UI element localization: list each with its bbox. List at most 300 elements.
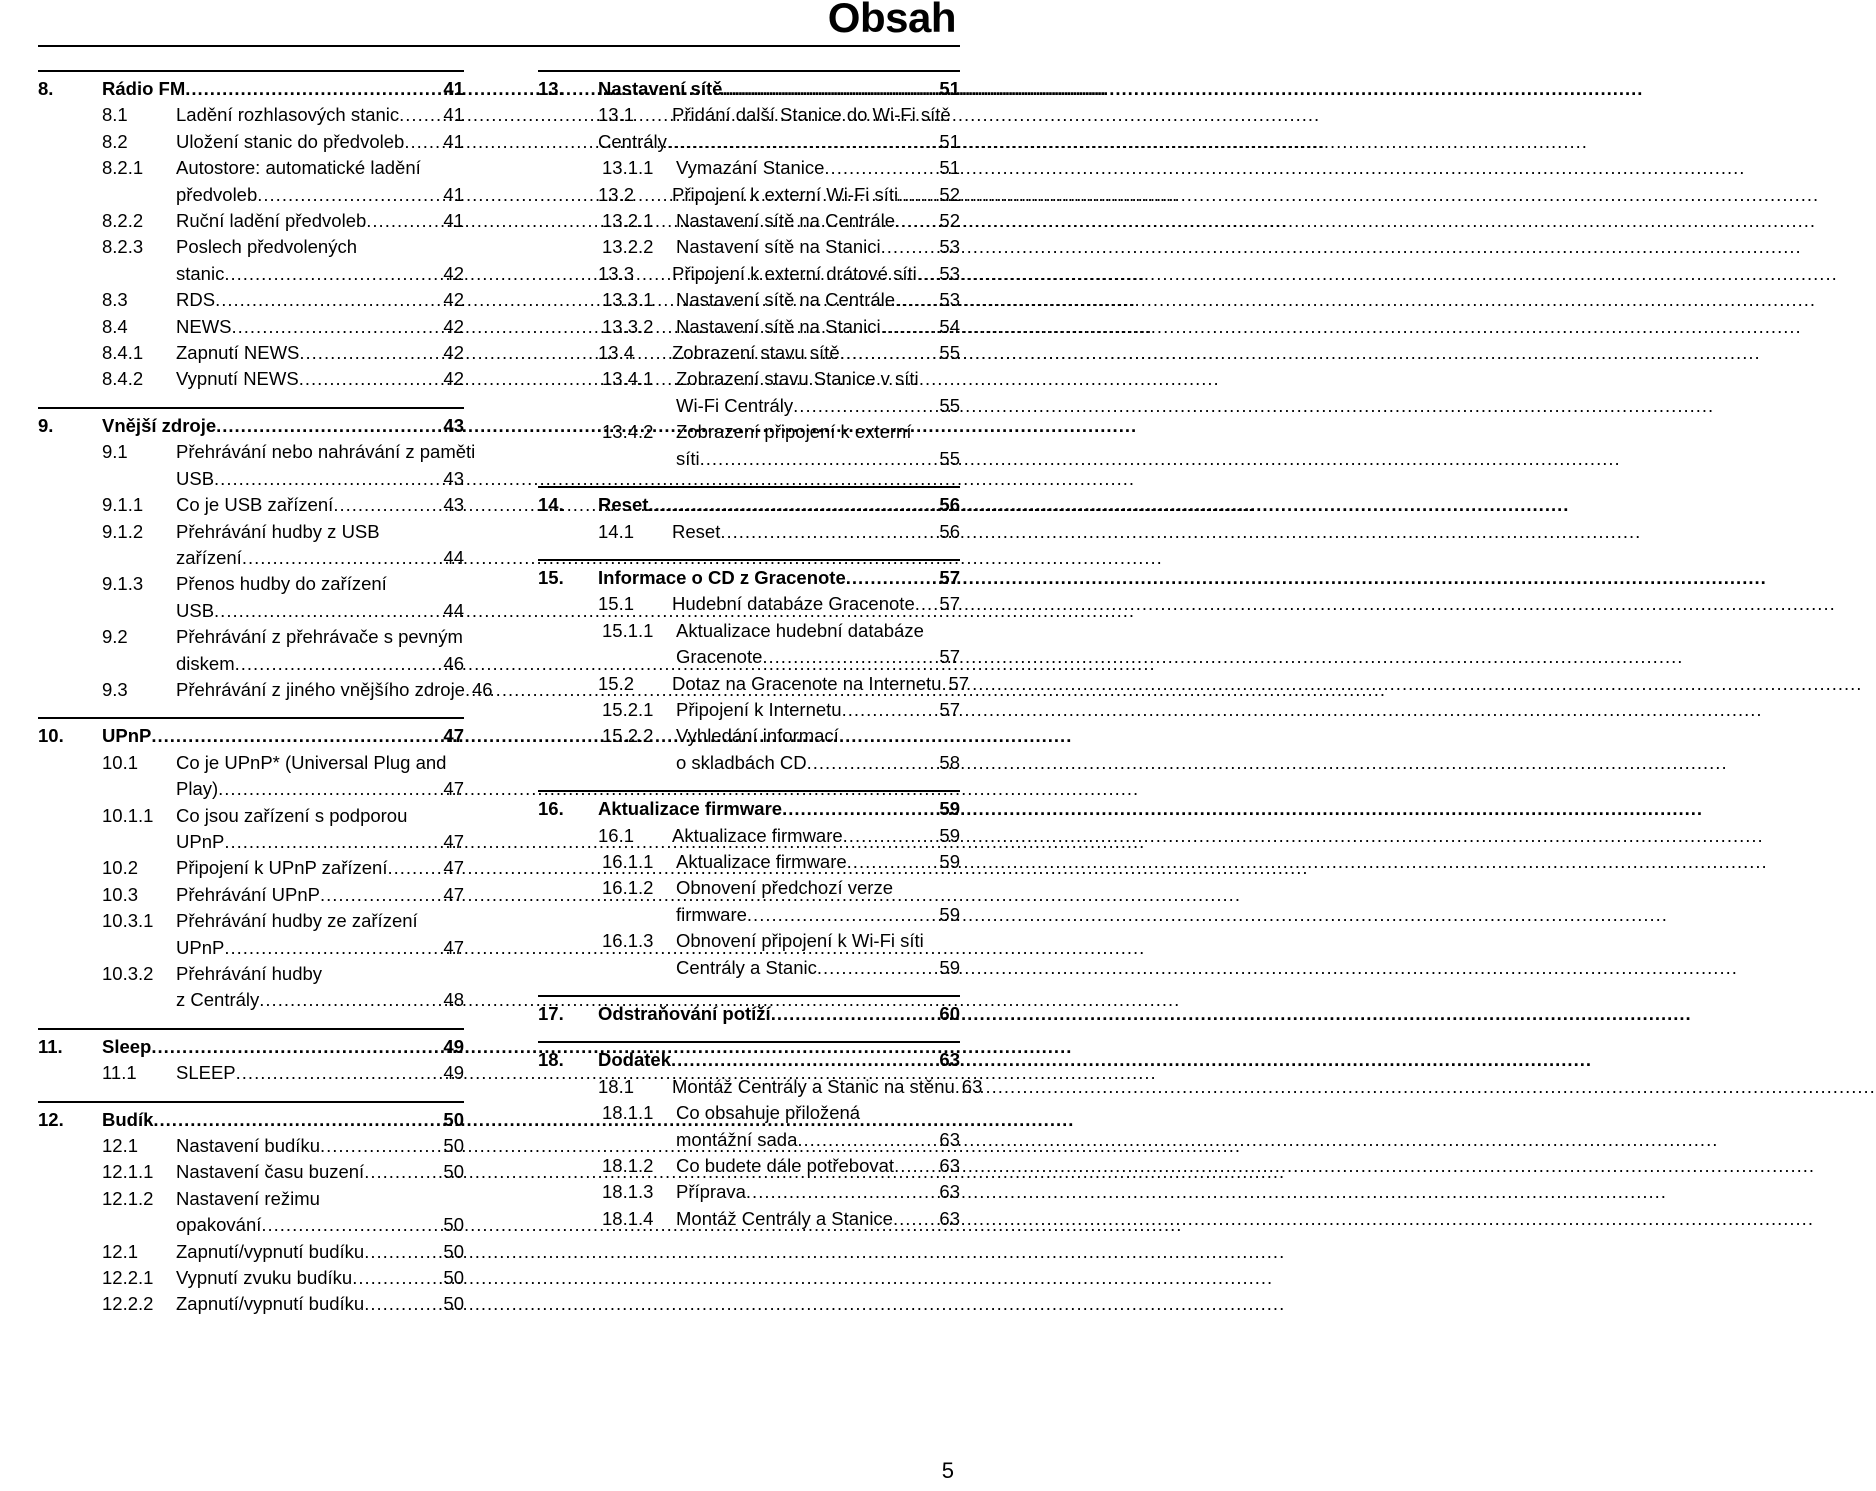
toc-entry[interactable] xyxy=(38,1133,464,1159)
dot-leader xyxy=(762,644,938,670)
toc-entry-number: 10.1.1 xyxy=(102,804,154,826)
toc-entry-title-text: Nastavení sítě na Stanici xyxy=(676,315,881,337)
toc-entry-title xyxy=(176,102,464,128)
toc-entry[interactable] xyxy=(538,565,960,591)
toc-entry-number: 16.1.3 xyxy=(602,930,654,952)
dot-leader xyxy=(388,855,443,881)
toc-entry-title-text: SLEEP xyxy=(176,1062,236,1084)
toc-entry[interactable] xyxy=(38,723,464,749)
toc-entry-title-line2 xyxy=(176,598,464,624)
toc-entry-title-line2 xyxy=(176,466,464,492)
toc-entry-title-text: Co obsahuje přiložená xyxy=(676,1102,861,1124)
toc-page-number: 46 xyxy=(471,678,493,700)
toc-section xyxy=(38,717,464,1013)
toc-entry-title xyxy=(598,76,960,102)
dot-leader xyxy=(917,261,939,287)
dot-leader xyxy=(224,261,442,287)
toc-entry-title-text: Zapnutí/vypnutí budíku xyxy=(176,1293,365,1315)
toc-page-number: 50 xyxy=(443,1267,464,1289)
toc-entry[interactable] xyxy=(538,182,960,208)
toc-entry[interactable] xyxy=(538,76,960,102)
toc-entry-number: 13.3.2 xyxy=(602,315,654,337)
toc-page-number: 58 xyxy=(939,751,960,773)
dot-leader xyxy=(746,1179,939,1205)
dot-leader xyxy=(771,1001,939,1027)
toc-entry[interactable] xyxy=(538,875,960,901)
toc-entry[interactable] xyxy=(538,155,960,181)
toc-page-number: 50 xyxy=(443,1108,464,1130)
toc-entry-number: 8.3 xyxy=(102,289,128,311)
dot-leader xyxy=(747,902,939,928)
dot-leader xyxy=(881,314,939,340)
toc-entry[interactable] xyxy=(38,961,464,987)
toc-entry[interactable] xyxy=(538,928,960,954)
toc-page-number: 41 xyxy=(443,104,464,126)
dot-leader xyxy=(151,723,442,749)
toc-entry-title-text: Zobrazení stavu sítě xyxy=(672,342,840,364)
toc-entry-number: 9. xyxy=(38,414,54,436)
toc-entry-title xyxy=(598,796,960,822)
toc-entry[interactable] xyxy=(538,314,960,340)
dot-leader xyxy=(671,1047,938,1073)
dot-leader xyxy=(153,1107,442,1133)
toc-page-number: 50 xyxy=(443,1161,464,1183)
toc-entry[interactable] xyxy=(38,129,464,155)
page-number: 5 xyxy=(941,1458,954,1483)
toc-entry-title-line1 xyxy=(676,618,960,644)
toc-page-number: 49 xyxy=(443,1062,464,1084)
toc-entry-title-text: Vypnutí zvuku budíku xyxy=(176,1267,353,1289)
toc-entry[interactable] xyxy=(38,314,464,340)
toc-entry-title xyxy=(672,519,960,545)
toc-entry-title xyxy=(102,76,464,102)
toc-entry-number: 10.3.2 xyxy=(102,963,154,984)
dot-leader xyxy=(352,1265,442,1291)
toc-entry-number: 13.1.1 xyxy=(602,157,654,179)
toc-entry-number: 8.2.2 xyxy=(102,210,144,232)
dot-leader xyxy=(214,598,442,624)
dot-leader xyxy=(364,1291,442,1317)
toc-entry-number: 10.3.1 xyxy=(102,910,154,932)
toc-entry-title-text: Přidání další Stanice do Wi-Fi sítě xyxy=(672,104,951,126)
toc-entry-title xyxy=(676,234,960,260)
toc-entry-title-line1 xyxy=(676,875,960,901)
toc-entry-continuation[interactable] xyxy=(38,545,464,571)
toc-entry-title xyxy=(176,314,464,340)
toc-section xyxy=(538,1041,983,1232)
toc-page-number: 57 xyxy=(939,593,960,615)
toc-entry[interactable] xyxy=(38,1060,464,1086)
toc-entry-title-line2 xyxy=(176,651,464,677)
toc-page-number: 47 xyxy=(443,830,464,852)
toc-entry-number: 8.1 xyxy=(102,104,128,126)
toc-entry-title-line2 xyxy=(676,1127,960,1153)
toc-entry[interactable] xyxy=(38,155,464,181)
toc-page-number: 57 xyxy=(939,646,960,668)
toc-entry-number: 12.1.1 xyxy=(102,1161,154,1183)
toc-entry[interactable] xyxy=(538,1047,960,1073)
toc-entry-continuation[interactable] xyxy=(38,1212,464,1238)
toc-entry-title xyxy=(598,1001,960,1027)
toc-entry-number: 13. xyxy=(538,78,564,99)
toc-entry-title-text: Obnovení připojení k Wi-Fi síti xyxy=(676,930,924,952)
toc-entry-continuation[interactable] xyxy=(38,987,464,1013)
toc-section xyxy=(38,407,493,703)
toc-entry-title xyxy=(176,287,464,313)
toc-entry-number: 13.3.1 xyxy=(602,289,654,311)
toc-page-number: 60 xyxy=(939,1003,960,1024)
toc-entry-number: 10.3 xyxy=(102,883,139,905)
toc-entry[interactable] xyxy=(538,261,960,287)
dot-leader xyxy=(797,1127,938,1153)
dot-leader xyxy=(235,651,443,677)
toc-entry-continuation[interactable] xyxy=(538,644,960,670)
dot-leader xyxy=(216,413,442,439)
toc-page-number: 42 xyxy=(443,262,464,284)
toc-page-number: 41 xyxy=(443,210,464,232)
toc-page-number: 63 xyxy=(939,1181,960,1203)
toc-entry[interactable] xyxy=(38,519,464,545)
toc-entry-title-text: předvoleb xyxy=(176,183,258,205)
toc-entry[interactable] xyxy=(538,208,960,234)
toc-entry-title-text: USB xyxy=(176,467,215,489)
toc-entry[interactable] xyxy=(38,340,464,366)
toc-entry-title-text: Přehrávání hudby xyxy=(176,963,323,984)
toc-entry-title-text: Nastavení sítě xyxy=(598,78,723,99)
toc-entry[interactable] xyxy=(38,908,464,934)
toc-entry-number: 13.4 xyxy=(598,342,635,364)
toc-entry[interactable] xyxy=(38,750,464,776)
toc-page-number: 55 xyxy=(939,394,960,416)
toc-entry-number: 13.3 xyxy=(598,262,635,284)
toc-entry-title-text: Přehrávání z jiného vnějšího zdroje xyxy=(176,678,465,700)
toc-entry[interactable] xyxy=(538,697,960,723)
toc-entry-title-text: Zapnutí/vypnutí budíku xyxy=(176,1240,365,1262)
toc-entry[interactable] xyxy=(538,618,960,644)
toc-entry[interactable] xyxy=(538,234,960,260)
toc-entry-title-line1 xyxy=(676,419,960,445)
toc-page-number: 43 xyxy=(443,414,464,436)
dot-leader xyxy=(320,1133,442,1159)
toc-entry-title xyxy=(176,855,464,881)
dot-leader xyxy=(881,234,939,260)
toc-entry-continuation[interactable] xyxy=(38,829,464,855)
toc-entry[interactable] xyxy=(38,1159,464,1185)
dot-leader xyxy=(847,849,939,875)
toc-page-number: 63 xyxy=(939,1207,960,1229)
toc-page-number: 47 xyxy=(443,883,464,905)
toc-entry-title-line2 xyxy=(598,129,960,155)
toc-entry-title-text: Zapnutí NEWS xyxy=(176,342,300,364)
toc-entry-continuation[interactable] xyxy=(38,651,464,677)
toc-entry-title-text: Vypnutí NEWS xyxy=(176,368,299,390)
toc-entry[interactable] xyxy=(38,571,464,597)
toc-entry[interactable] xyxy=(38,208,464,234)
toc-entry[interactable] xyxy=(538,492,960,518)
toc-entry-title-text: Montáž Centrály a Stanic na stěnu xyxy=(672,1075,955,1097)
dot-leader xyxy=(151,1034,442,1060)
toc-entry-title-text: Připojení k externí Wi-Fi síti xyxy=(672,183,899,205)
toc-entry[interactable] xyxy=(38,1186,464,1212)
toc-entry-title-text: UPnP xyxy=(176,830,225,852)
toc-entry-continuation[interactable] xyxy=(38,261,464,287)
toc-entry-title-text: síti xyxy=(676,447,700,469)
toc-entry-title-text: Budík xyxy=(102,1108,154,1130)
toc-entry-title-text: Reset xyxy=(598,494,649,516)
toc-page-number: 57 xyxy=(939,566,960,588)
toc-entry-number: 9.1 xyxy=(102,441,128,463)
toc-entry[interactable] xyxy=(538,849,960,875)
toc-entry[interactable] xyxy=(38,413,464,439)
dot-leader xyxy=(824,155,938,181)
toc-entry[interactable] xyxy=(38,677,493,703)
toc-entry-title-text: Autostore: automatické ladění xyxy=(176,157,421,179)
toc-entry-title-text: Aktualizace firmware xyxy=(598,798,783,820)
toc-entry-title-text: RDS xyxy=(176,289,216,311)
toc-entry-title-text: Co je UPnP* (Universal Plug and xyxy=(176,751,447,773)
toc-entry-number: 11. xyxy=(38,1035,63,1057)
toc-entry-number: 16.1 xyxy=(598,824,635,846)
toc-entry[interactable] xyxy=(538,671,970,697)
toc-entry[interactable] xyxy=(38,439,476,465)
toc-page-number: 56 xyxy=(939,520,960,542)
toc-entry-title xyxy=(672,591,960,617)
toc-entry-number: 18.1.4 xyxy=(602,1207,654,1229)
toc-entry[interactable] xyxy=(538,1001,960,1027)
toc-entry[interactable] xyxy=(538,419,960,445)
toc-entry-number: 18.1.2 xyxy=(602,1155,654,1177)
toc-entry-number: 18.1 xyxy=(598,1075,635,1097)
dot-leader xyxy=(185,76,442,102)
dot-leader xyxy=(700,446,939,472)
toc-entry-title xyxy=(598,565,960,591)
toc-page-number: 43 xyxy=(443,467,464,489)
toc-entry[interactable] xyxy=(38,1107,464,1133)
toc-entry-number: 12.2.2 xyxy=(102,1293,154,1315)
toc-page-number: 47 xyxy=(443,725,464,747)
toc-entry-title-text: Dotaz na Gracenote na Internetu xyxy=(672,672,942,694)
toc-entry-number: 8.2.1 xyxy=(102,157,144,179)
toc-entry-number: 13.2 xyxy=(598,183,635,205)
toc-entry-number: 16.1.1 xyxy=(602,850,654,872)
toc-entry-title xyxy=(676,849,960,875)
toc-entry-title-line2 xyxy=(676,902,960,928)
toc-entry[interactable] xyxy=(538,823,960,849)
toc-entry-continuation[interactable] xyxy=(38,776,464,802)
toc-entry-continuation[interactable] xyxy=(538,750,960,776)
toc-entry-title-text: Play) xyxy=(176,778,219,800)
toc-entry[interactable] xyxy=(38,1034,464,1060)
toc-entry-title-text: Připojení k UPnP zařízení xyxy=(176,857,388,879)
toc-page-number: 41 xyxy=(443,130,464,152)
dot-leader xyxy=(846,565,939,591)
toc-entry-title-text: UPnP xyxy=(176,936,225,958)
toc-entry-title-text: Vnější zdroje xyxy=(102,414,217,436)
toc-page-number: 47 xyxy=(443,778,464,800)
dot-leader xyxy=(817,955,939,981)
toc-entry-continuation[interactable] xyxy=(538,129,960,155)
toc-entry-continuation[interactable] xyxy=(38,935,464,961)
toc-page-number: 48 xyxy=(443,989,464,1011)
toc-entry[interactable] xyxy=(38,1239,464,1265)
toc-entry-number: 8. xyxy=(38,78,54,99)
toc-page-number: 51 xyxy=(939,130,960,152)
toc-entry[interactable] xyxy=(538,591,960,617)
toc-entry-continuation[interactable] xyxy=(38,182,464,208)
toc-section xyxy=(538,70,960,472)
toc-page-number: 52 xyxy=(939,210,960,232)
toc-page-number: 42 xyxy=(443,368,464,390)
toc-entry-number: 10. xyxy=(38,725,64,747)
toc-entry-title-line1 xyxy=(676,928,960,954)
toc-entry-title-text: Zobrazení připojení k externí xyxy=(676,421,912,443)
toc-page-number: 63 xyxy=(961,1075,983,1097)
toc-entry[interactable] xyxy=(538,1100,960,1126)
toc-entry-title-line2 xyxy=(176,545,464,571)
toc-entry-continuation[interactable] xyxy=(538,955,960,981)
toc-entry-title-text: zařízení xyxy=(176,546,242,568)
toc-entry-title xyxy=(102,1107,464,1133)
toc-entry-title xyxy=(672,340,960,366)
dot-leader xyxy=(218,776,442,802)
toc-entry[interactable] xyxy=(38,366,464,392)
toc-entry-title-line2 xyxy=(176,829,464,855)
toc-entry[interactable] xyxy=(38,102,464,128)
dot-leader xyxy=(214,466,442,492)
toc-entry-continuation[interactable] xyxy=(538,446,960,472)
toc-page-number: 59 xyxy=(939,798,960,820)
dot-leader xyxy=(793,393,938,419)
toc-entry-title xyxy=(598,492,960,518)
dot-leader xyxy=(894,1153,938,1179)
toc-entry-title-line2 xyxy=(176,776,464,802)
toc-entry[interactable] xyxy=(38,1265,464,1291)
dot-leader xyxy=(915,591,939,617)
toc-entry-title xyxy=(676,314,960,340)
toc-entry-number: 9.2 xyxy=(102,626,128,648)
toc-entry-continuation[interactable] xyxy=(38,598,464,624)
toc-entry-title-text: Připojení k externí drátové síti xyxy=(672,262,917,284)
toc-entry-title-text: Centrály a Stanic xyxy=(676,956,817,978)
toc-entry-title-text: Poslech předvolených xyxy=(176,236,357,258)
toc-entry-title-text: Odstraňování potíží xyxy=(598,1003,771,1024)
toc-entry-title-text: diskem xyxy=(176,652,235,674)
toc-entry-title-line2 xyxy=(676,393,960,419)
toc-entry-number: 12. xyxy=(38,1108,64,1130)
toc-entry[interactable] xyxy=(538,340,960,366)
toc-entry[interactable] xyxy=(38,76,464,102)
toc-entry-title-line1 xyxy=(676,723,960,749)
toc-entry[interactable] xyxy=(38,1291,464,1317)
toc-entry-title-line1 xyxy=(176,908,464,934)
toc-entry-title-line1 xyxy=(176,155,464,181)
toc-section xyxy=(38,70,464,393)
toc-entry-continuation[interactable] xyxy=(38,466,464,492)
toc-page-number: 50 xyxy=(443,1135,464,1157)
toc-entry-title-line1 xyxy=(176,234,464,260)
toc-entry-title-text: Aktualizace hudební databáze xyxy=(676,619,924,641)
toc-entry-title-line1 xyxy=(176,1186,464,1212)
toc-entry[interactable] xyxy=(538,287,960,313)
toc-entry-number: 12.1 xyxy=(102,1240,139,1262)
toc-entry-number: 9.1.3 xyxy=(102,573,144,595)
toc-page-number: 51 xyxy=(939,78,960,99)
toc-entry-title-line1 xyxy=(176,750,464,776)
toc-entry[interactable] xyxy=(538,723,960,749)
toc-entry-number: 12.1.2 xyxy=(102,1187,154,1209)
toc-entry[interactable] xyxy=(538,1074,983,1100)
toc-page-number: 47 xyxy=(443,857,464,879)
toc-column-right xyxy=(538,70,983,1246)
toc-entry[interactable] xyxy=(538,102,960,128)
toc-entry-title-text: montážní sada xyxy=(676,1128,798,1150)
page-title: Obsah xyxy=(827,0,956,41)
toc-entry-title xyxy=(672,671,970,697)
toc-page-number: 42 xyxy=(443,315,464,337)
toc-entry[interactable] xyxy=(38,882,464,908)
toc-entry[interactable] xyxy=(538,366,960,392)
toc-entry-title-text: Příprava xyxy=(676,1181,746,1203)
toc-entry[interactable] xyxy=(538,519,960,545)
toc-entry[interactable] xyxy=(38,624,464,650)
toc-entry-title-line1 xyxy=(176,571,464,597)
toc-entry[interactable] xyxy=(38,287,464,313)
toc-entry[interactable] xyxy=(38,492,464,518)
toc-entry-title xyxy=(176,1159,464,1185)
toc-page-number: 50 xyxy=(443,1240,464,1262)
toc-entry-continuation[interactable] xyxy=(538,1127,960,1153)
toc-entry-title-text: Přenos hudby do zařízení xyxy=(176,573,387,595)
toc-entry-number: 13.2.1 xyxy=(602,210,654,232)
dot-leader xyxy=(842,697,939,723)
toc-entry[interactable] xyxy=(38,803,464,829)
toc-page-number: 44 xyxy=(443,546,464,568)
toc-page-number: 53 xyxy=(939,289,960,311)
toc-column-left xyxy=(38,70,493,1332)
toc-entry-title-text: Dodatek xyxy=(598,1049,671,1071)
toc-entry-title-line2 xyxy=(176,935,464,961)
toc-entry-number: 16. xyxy=(538,798,564,820)
toc-page-number: 41 xyxy=(443,78,464,99)
toc-entry-number: 14.1 xyxy=(598,520,635,542)
toc-entry-title-text: Nastavení času buzení xyxy=(176,1161,365,1183)
toc-page-number: 43 xyxy=(443,494,464,516)
toc-entry[interactable] xyxy=(538,1206,960,1232)
toc-entry-title xyxy=(176,366,464,392)
toc-entry-title-text: Hudební databáze Gracenote xyxy=(672,593,915,615)
toc-page-number: 53 xyxy=(939,236,960,258)
toc-entry-title-text: Připojení k Internetu xyxy=(676,698,842,720)
dot-leader xyxy=(720,519,938,545)
toc-entry[interactable] xyxy=(38,855,464,881)
toc-entry-title xyxy=(672,182,960,208)
toc-entry-continuation[interactable] xyxy=(538,393,960,419)
toc-entry[interactable] xyxy=(538,1153,960,1179)
toc-entry-continuation[interactable] xyxy=(538,902,960,928)
toc-entry-number: 12.2.1 xyxy=(102,1267,154,1289)
dot-leader xyxy=(843,823,939,849)
toc-entry-title xyxy=(676,1206,960,1232)
toc-entry-title-text: Vymazání Stanice xyxy=(676,157,825,179)
toc-entry[interactable] xyxy=(38,234,464,260)
toc-section xyxy=(538,790,960,981)
toc-entry-title-line1 xyxy=(176,519,464,545)
dot-leader xyxy=(299,366,443,392)
toc-entry[interactable] xyxy=(538,796,960,822)
toc-entry-title-text: o skladbách CD xyxy=(676,751,807,773)
dot-leader xyxy=(895,287,938,313)
toc-entry[interactable] xyxy=(538,1179,960,1205)
